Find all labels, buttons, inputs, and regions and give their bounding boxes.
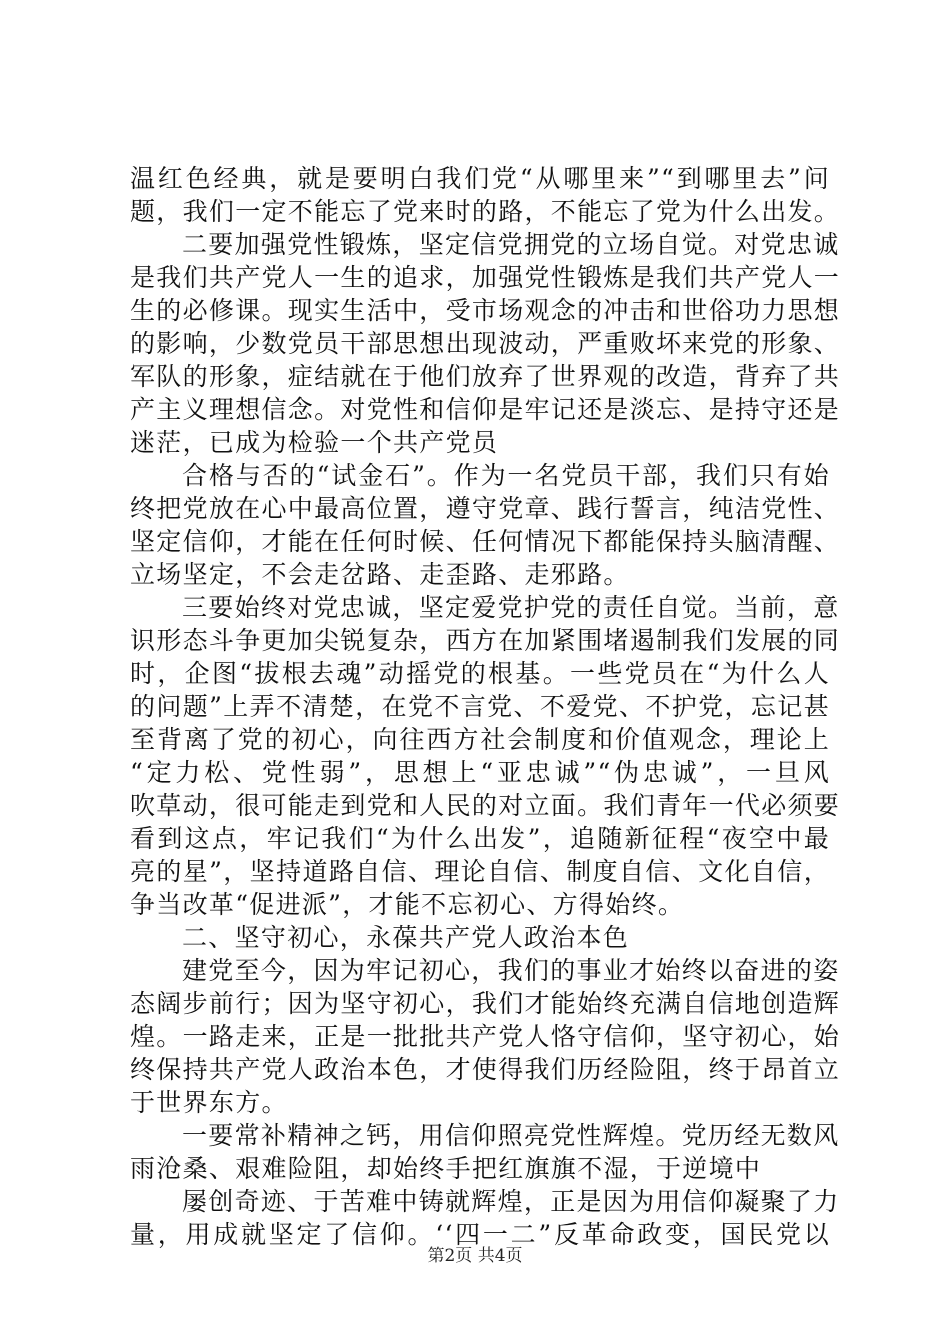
text-line: 量，用成就坚定了信仰。‘‘四一二”反革命政变，国民党以 — [130, 1220, 830, 1249]
text-line: 煌。一路走来，正是一批批共产党人恪守信仰，坚守初心，始 — [130, 1022, 841, 1051]
text-line: 亮的星”，坚持道路自信、理论自信、制度自信、文化自信， — [130, 857, 830, 886]
text-line: 雨沧桑、艰难险阻，却始终手把红旗旗不湿，于逆境中 — [130, 1154, 762, 1183]
text-line: 至背离了党的初心，向往西方社会制度和价值观念，理论上 — [130, 725, 830, 754]
text-line: 终把党放在心中最高位置，遵守党章、践行誓言，纯洁党性、 — [130, 494, 841, 523]
text-line: 三要始终对党忠诚，坚定爱党护党的责任自觉。当前，意 — [182, 593, 840, 622]
text-line: 于世界东方。 — [130, 1088, 288, 1117]
text-line: 态阔步前行；因为坚守初心，我们才能始终充满自信地创造辉 — [130, 989, 841, 1018]
text-line: “定力松、党性弱”，思想上“亚忠诚”“伪忠诚”，一旦风 — [130, 758, 830, 787]
text-line: 产主义理想信念。对党性和信仰是牢记还是淡忘、是持守还是 — [130, 395, 841, 424]
text-line: 是我们共产党人一生的追求，加强党性锻炼是我们共产党人一 — [130, 263, 841, 292]
text-line: 的问题”上弄不清楚，在党不言党、不爱党、不护党，忘记甚 — [130, 692, 830, 721]
text-line: 题，我们一定不能忘了党来时的路，不能忘了党为什么出发。 — [130, 197, 841, 226]
text-line: 争当改革“促进派”，才能不忘初心、方得始终。 — [130, 890, 685, 919]
text-line: 立场坚定，不会走岔路、走歪路、走邪路。 — [130, 560, 630, 589]
text-line: 二、坚守初心，永葆共产党人政治本色 — [182, 923, 630, 952]
text-line: 合格与否的“试金石”。作为一名党员干部，我们只有始 — [182, 461, 830, 490]
text-line: 军队的形象，症结就在于他们放弃了世界观的改造，背弃了共 — [130, 362, 841, 391]
text-line: 终保持共产党人政治本色，才使得我们历经险阻，终于昂首立 — [130, 1055, 841, 1084]
text-line: 温红色经典，就是要明白我们党“从哪里来”“到哪里去”问 — [130, 164, 830, 193]
text-line: 建党至今，因为牢记初心，我们的事业才始终以奋进的姿 — [182, 956, 840, 985]
text-line: 看到这点，牢记我们“为什么出发”，追随新征程“夜空中最 — [130, 824, 830, 853]
text-line: 吹草动，很可能走到党和人民的对立面。我们青年一代必须要 — [130, 791, 841, 820]
page-number-footer: 第2页 共4页 — [427, 1246, 523, 1266]
text-line: 迷茫，已成为检验一个共产党员 — [130, 428, 499, 457]
text-line: 识形态斗争更加尖锐复杂，西方在加紧围堵遏制我们发展的同 — [130, 626, 841, 655]
text-line: 坚定信仰，才能在任何时候、任何情况下都能保持头脑清醒、 — [130, 527, 841, 556]
text-line: 的影响，少数党员干部思想出现波动，严重败坏来党的形象、 — [130, 329, 841, 358]
document-body — [130, 162, 841, 1251]
text-line: 生的必修课。现实生活中，受市场观念的冲击和世俗功力思想 — [130, 296, 841, 325]
text-line: 一要常补精神之钙，用信仰照亮党性辉煌。党历经无数风 — [182, 1121, 840, 1150]
text-line: 时，企图“拔根去魂”动摇党的根基。一些党员在“为什么人 — [130, 659, 830, 688]
text-line: 二要加强党性锻炼，坚定信党拥党的立场自觉。对党忠诚 — [182, 230, 840, 259]
text-line: 屡创奇迹、于苦难中铸就辉煌，正是因为用信仰凝聚了力 — [182, 1187, 840, 1216]
